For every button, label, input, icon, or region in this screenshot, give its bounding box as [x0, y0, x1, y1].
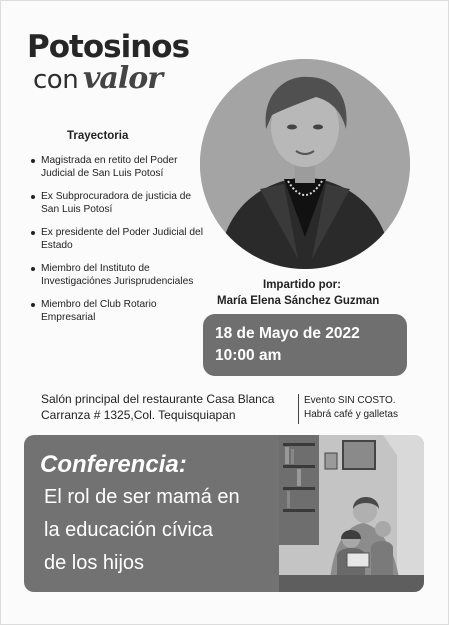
conference-topic-line-2: la educación cívica: [44, 519, 213, 541]
trayectoria-item-text: Ex presidente del Poder Judicial del Estado: [41, 227, 203, 251]
bullet-icon: [31, 159, 35, 163]
cost-note: [304, 394, 398, 421]
logo-line-2b: valor: [83, 61, 163, 96]
conference-title: Conferencia:: [40, 451, 187, 478]
event-date: 18 de Mayo de 2022: [215, 325, 360, 342]
divider: [298, 394, 299, 424]
bullet-icon: [31, 195, 35, 199]
logo-line-1: Potosinos: [27, 29, 190, 65]
venue-line-2: Carranza # 1325,Col. Tequisquiapan: [41, 408, 236, 422]
bullet-icon: [31, 267, 35, 271]
trayectoria-item: [31, 227, 206, 252]
speaker-label: Impartido por:: [263, 279, 341, 291]
conference-topic-line-3: de los hijos: [44, 552, 145, 574]
trayectoria-item: [31, 191, 206, 216]
trayectoria-item-text: Ex Subprocuradora de justicia de San Luis Potosí: [41, 191, 192, 215]
bullet-icon: [31, 231, 35, 235]
conference-topic-line-1: El rol de ser mamá en: [44, 486, 240, 508]
illustration-graphic: [279, 435, 424, 592]
speaker-portrait-illustration: [200, 59, 410, 269]
potosinos-con-valor-logo: [27, 29, 190, 99]
conference-panel: [24, 435, 424, 592]
trayectoria-heading: Trayectoria: [67, 130, 129, 142]
speaker-name: María Elena Sánchez Guzman: [217, 295, 380, 307]
event-time: 10:00 am: [215, 347, 282, 364]
speaker-photo: [200, 59, 410, 269]
trayectoria-item: [31, 155, 206, 180]
date-box: [203, 314, 407, 376]
venue-address: [41, 391, 274, 423]
trayectoria-item-text: Magistrada en retito del Poder Judicial de San Luis Potosí: [41, 155, 178, 179]
trayectoria-list: [31, 155, 206, 335]
cost-line-1: Evento SIN COSTO.: [304, 395, 396, 406]
bullet-icon: [31, 303, 35, 307]
trayectoria-item-text: Miembro del Club Rotario Empresarial: [41, 299, 157, 323]
trayectoria-item: [31, 263, 206, 288]
trayectoria-item-text: Miembro del Instituto de Investigaciónes Jurisprudenciales: [41, 263, 194, 287]
venue-line-1: Salón principal del restaurante Casa Blanca: [41, 392, 275, 406]
mother-reading-illustration: [279, 435, 424, 592]
cost-line-2: Habrá café y galletas: [304, 408, 398, 420]
trayectoria-item: [31, 299, 206, 324]
logo-line-2a: con: [33, 65, 79, 95]
